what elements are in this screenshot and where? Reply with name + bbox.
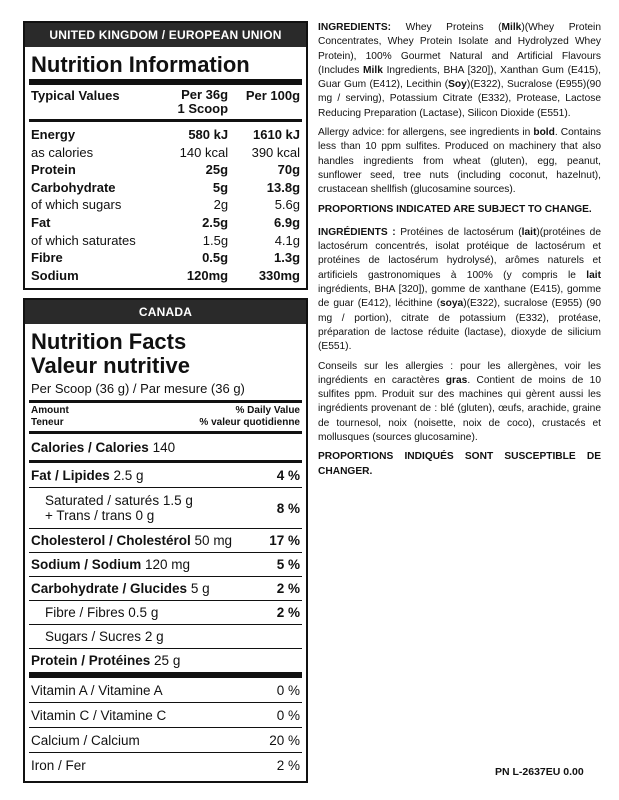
ingredients-fr: INGRÉDIENTS : Protéines de lactosérum (lait)(protéines de lactosérum concentrés, isolat protéique de lactosérum et protéines de lactosérum hydrolysé), arômes naturels et artificiels gastronomiques à 100% (y compris le lait ingrédients, BHA [320]), gomme de xanthane (E415), gomme de guar (E412), lécithine (soya)(E322), sucralose (E955) (90 mg / portion), citrate de potassium (E332), protéase, préparation de lactose réduite (lactase), dioxyde de silicium (E551). <box>318 226 601 353</box>
saturated-trans-row: Saturated / saturés 1.5 g + Trans / trans 0 g 8 % <box>45 493 300 523</box>
sodium-row: Sodium / Sodium 120 mg 5 % <box>31 557 300 572</box>
calcium-row: Calcium / Calcium 20 % <box>31 732 300 748</box>
amount-header: Amount Teneur % Daily Value % valeur quotidienne <box>31 405 300 428</box>
proportions-note-en: PROPORTIONS INDICATED ARE SUBJECT TO CHANGE. <box>318 203 592 215</box>
fibre-row: Fibre / Fibres 0.5 g 2 % <box>45 605 300 620</box>
uk-column-headers <box>25 85 306 119</box>
per-scoop-header: Per 36g 1 Scoop <box>177 87 229 116</box>
typical-values-header: Typical Values <box>31 88 120 103</box>
carbohydrate-row: Carbohydrate / Glucides 5 g 2 % <box>31 581 300 596</box>
uk-panel-header: UNITED KINGDOM / EUROPEAN UNION <box>25 23 306 47</box>
cholesterol-row: Cholesterol / Cholestérol 50 mg 17 % <box>31 533 300 548</box>
uk-panel-title: Nutrition Information <box>31 52 250 77</box>
uk-nutrition-panel <box>23 21 308 290</box>
valeur-nutritive-title: Valeur nutritive <box>31 353 190 378</box>
table-row: Protein 25g 70g <box>31 162 301 178</box>
canada-panel-header: CANADA <box>25 300 306 324</box>
vitamin-a-row: Vitamin A / Vitamine A 0 % <box>31 682 300 698</box>
table-row: Carbohydrate 5g 13.8g <box>31 179 301 195</box>
part-number: PN L-2637EU 0.00 <box>495 766 584 778</box>
canada-nutrition-panel <box>23 298 308 783</box>
ingredients-en: INGREDIENTS: Whey Proteins (Milk)(Whey Protein Concentrates, Whey Protein Isolate and Hydrolyzed Whey Protein), 100% Gourmet Natural and Artificial Flavours (Includes Milk Ingredients, BHA [320]), Xanthan Gum (E415), Guar Gum (E412), Lecithin (Soy)(E322), Sucralose (E955)(90 mg / serving), Potassium Citrate (E332), Protease, Lactose Reducing Preparation (Lactase), Silicon Dioxide (E551). <box>318 22 601 119</box>
divider <box>29 119 302 122</box>
allergy-advice-en: Allergy advice: for allergens, see ingredients in bold. Contains less than 10 ppm sulfites. Produced on machinery that also handles ingredients from wheat (gluten), egg, peanut, sunflower seed, tree nuts (including coconut, hazelnut), crustacean shellfish (glucosamine sources). <box>318 127 601 196</box>
iron-row: Iron / Fer 2 % <box>31 757 300 773</box>
protein-row: Protein / Protéines 25 g <box>31 653 181 668</box>
table-row: of which sugars 2g 5.6g <box>31 197 301 213</box>
table-row: of which saturates 1.5g 4.1g <box>31 232 301 248</box>
serving-size: Per Scoop (36 g) / Par mesure (36 g) <box>31 381 245 396</box>
sugars-row: Sugars / Sucres 2 g <box>45 629 164 644</box>
nutrition-facts-title: Nutrition Facts <box>31 329 187 354</box>
vitamin-c-row: Vitamin C / Vitamine C 0 % <box>31 707 300 723</box>
proportions-note-fr: PROPORTIONS INDIQUÉS SONT SUSCEPTIBLE DE CHANGER. <box>318 451 601 477</box>
calories-row: Calories / Calories 140 <box>31 439 176 455</box>
table-row: as calories 140 kcal 390 kcal <box>31 144 301 160</box>
table-row: Fat 2.5g 6.9g <box>31 214 301 230</box>
table-row: Fibre 0.5g 1.3g <box>31 250 301 266</box>
allergy-advice-fr: Conseils sur les allergies : pour les allergènes, voir les ingrédients en caractères gras. Contient de moins de 10 sulfites ppm. Produit sur des machines qui gèrent aussi les ingrédients provenant de : blé (gluten), œufs, arachide, graine de tournesol, noix (noisette, noix de coco), crustacés et mollusques (sources glucosamine). <box>318 360 601 444</box>
per-100g-header: Per 100g <box>245 88 301 103</box>
table-row: Energy 580 kJ 1610 kJ <box>31 127 301 142</box>
fat-row: Fat / Lipides 2.5 g 4 % <box>31 467 300 483</box>
ingredients-column <box>318 21 601 488</box>
table-row: Sodium 120mg 330mg <box>31 267 301 283</box>
